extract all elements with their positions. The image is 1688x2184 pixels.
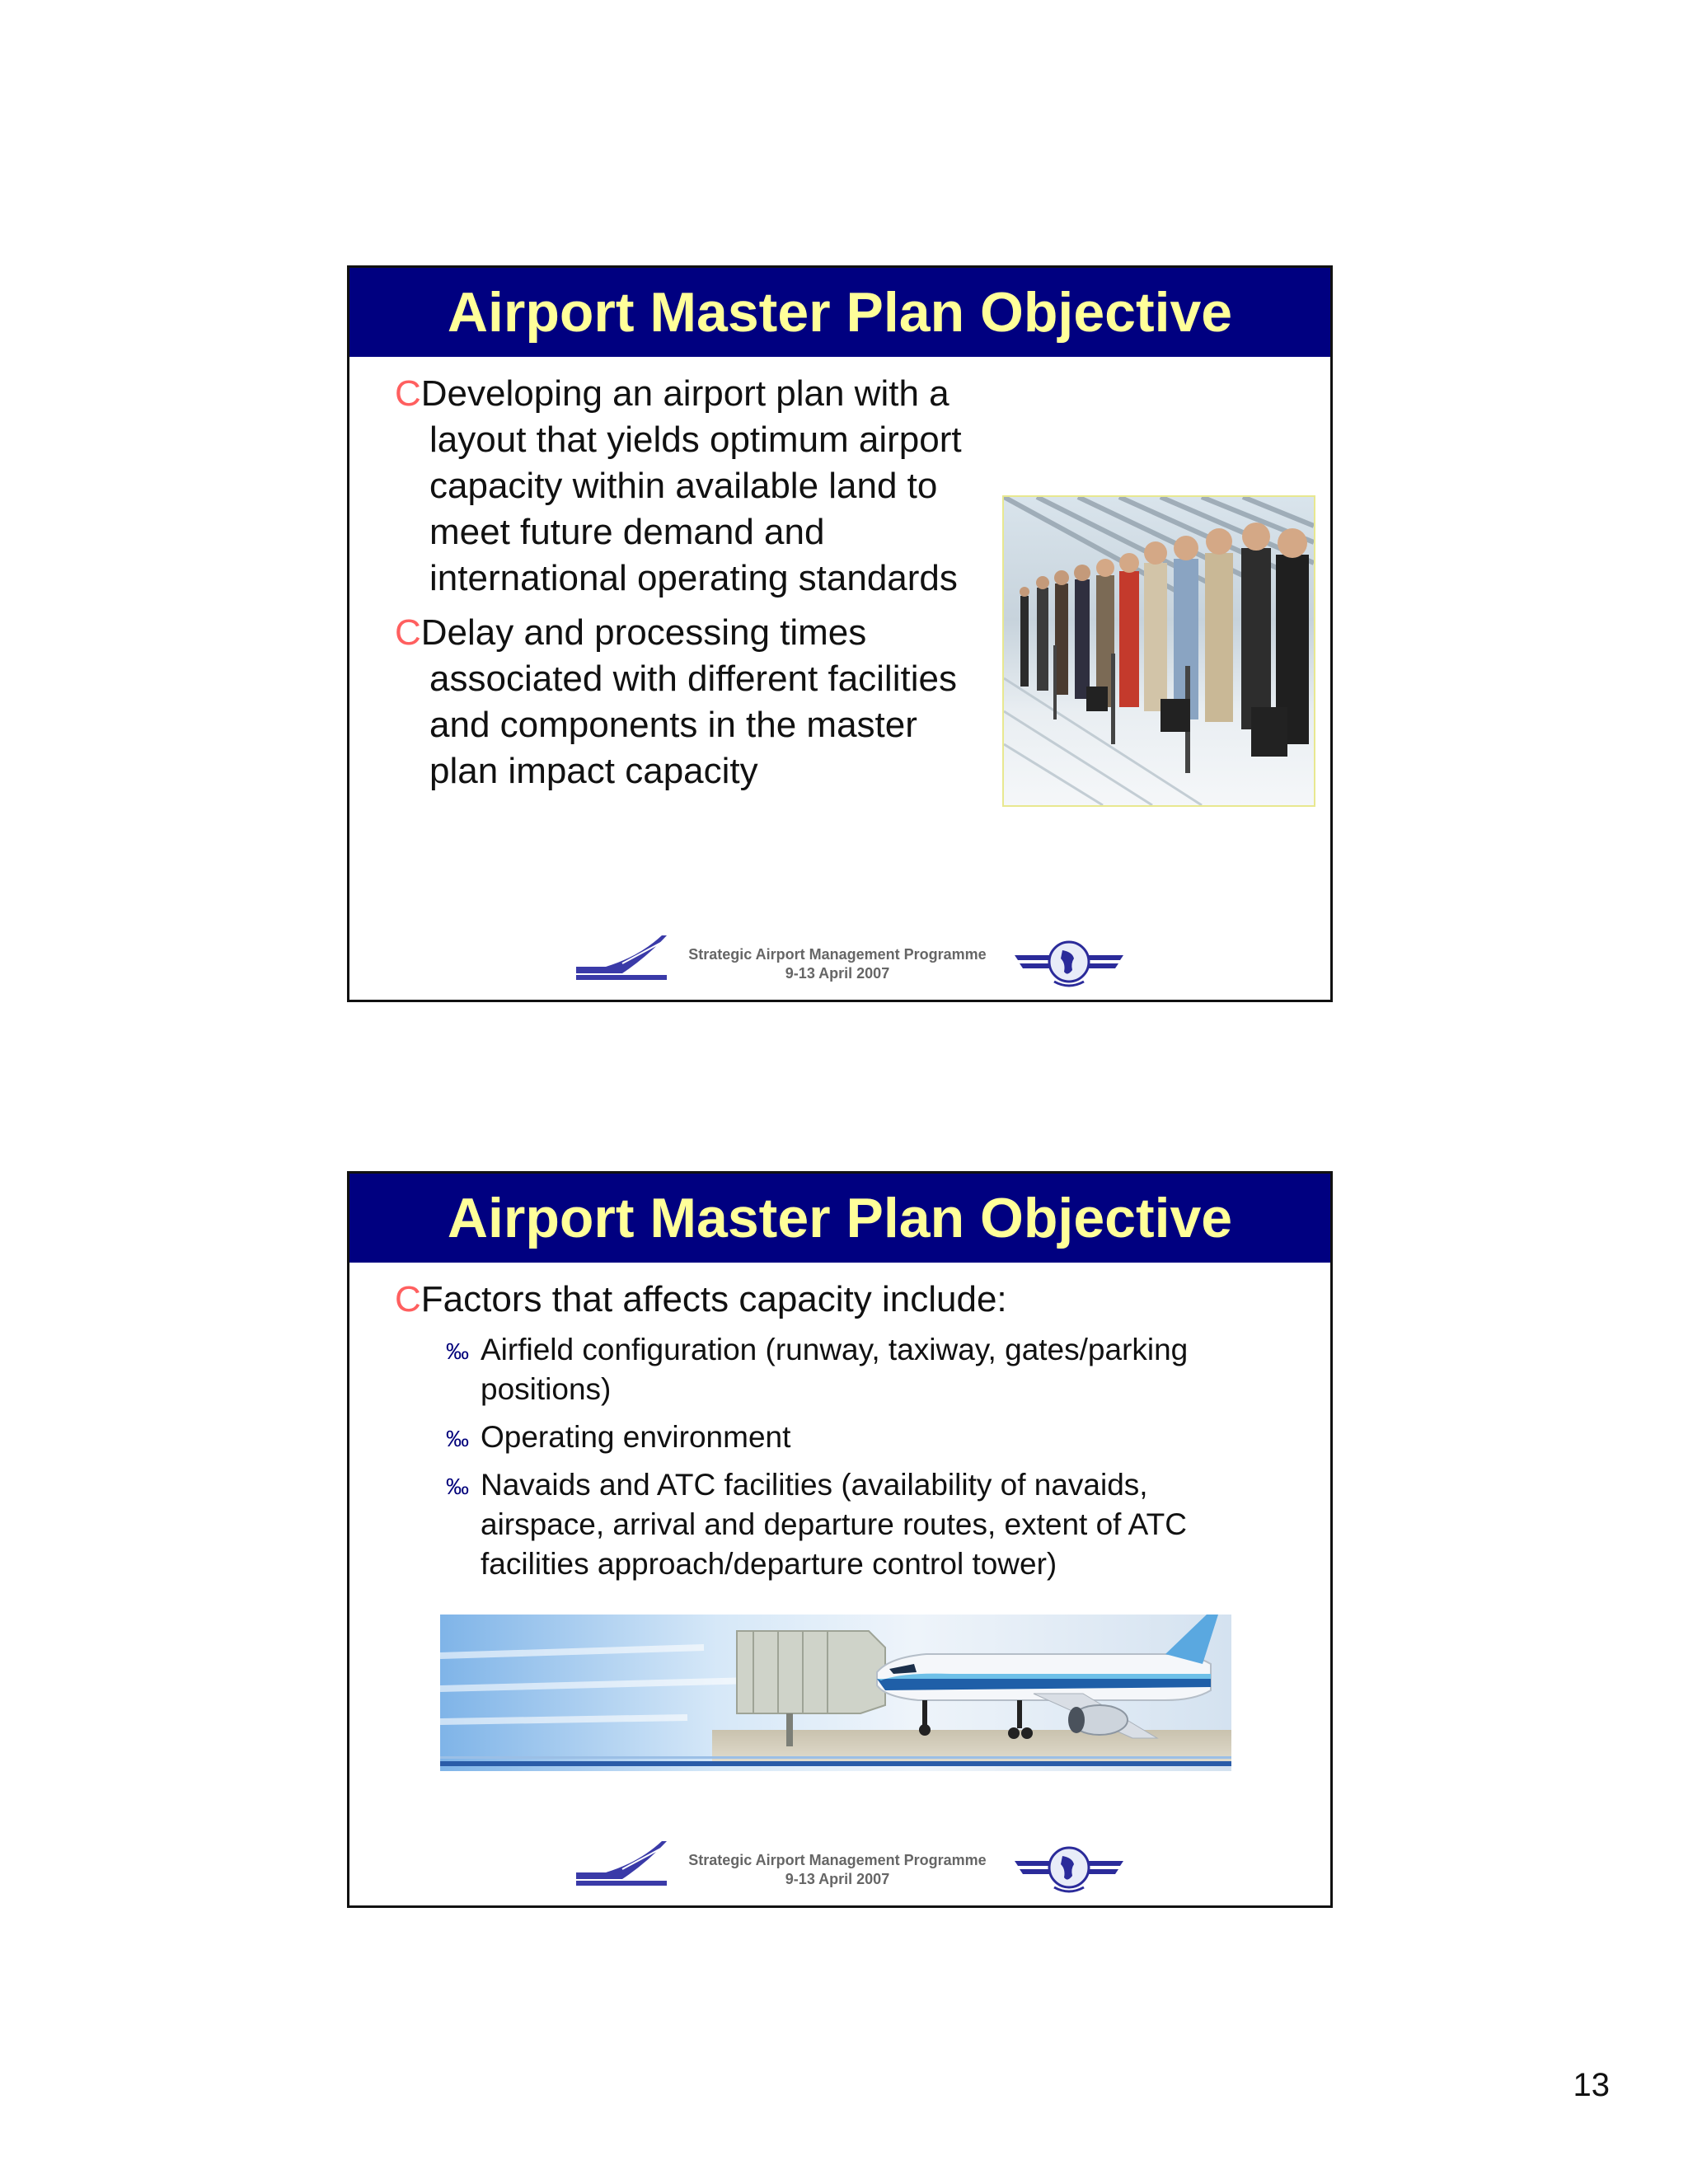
bullet-line: layout that yields optimum airport: [429, 419, 962, 460]
sub-bullet-marker: ‰: [446, 1338, 469, 1364]
bullet-marker: C: [395, 373, 421, 414]
sub-bullet-text: Operating environment: [481, 1420, 791, 1454]
sub-bullet-marker: ‰: [446, 1474, 469, 1499]
slide-1: [347, 265, 1333, 1002]
sub-bullet-list: [446, 1330, 1254, 1592]
bullet-marker: C: [395, 612, 421, 653]
bullet-line: Delay and processing times: [420, 612, 867, 653]
slide-title: Airport Master Plan Objective: [349, 1174, 1330, 1263]
footer-programme-name: Strategic Airport Management Programme: [688, 1852, 987, 1868]
page-number: 13: [1573, 2067, 1610, 2103]
icao-emblem-icon: [1015, 930, 1123, 993]
footer-programme-name: Strategic Airport Management Programme: [688, 946, 987, 963]
bullet-item: [395, 371, 972, 602]
bullet-item: [395, 610, 972, 794]
icao-emblem-icon: [1015, 1836, 1123, 1899]
sub-bullet-item: [446, 1330, 1254, 1409]
bullet-line: associated with different facilities: [429, 658, 957, 699]
main-bullet: [395, 1277, 1007, 1323]
bullet-line: Developing an airport plan with a: [420, 373, 950, 414]
programme-logo-icon: [573, 932, 672, 982]
footer-text: [673, 1851, 1002, 1889]
sub-bullet-item: [446, 1418, 1254, 1457]
sub-bullet-marker: ‰: [446, 1426, 469, 1451]
footer-text: [673, 945, 1002, 983]
slide-2: [347, 1171, 1333, 1908]
slide-footer: [349, 1823, 1330, 1905]
programme-logo-icon: [573, 1838, 672, 1887]
sub-bullet-item: [446, 1465, 1254, 1584]
bullet-line: meet future demand and: [429, 512, 825, 552]
footer-date: 9-13 April 2007: [785, 965, 890, 982]
bullet-text: Factors that affects capacity include:: [420, 1279, 1007, 1319]
footer-date: 9-13 April 2007: [785, 1871, 890, 1887]
sub-bullet-text: Navaids and ATC facilities (availability of navaids, airspace, arrival and departure routes, extent of ATC facilities approach/departure control tower): [481, 1468, 1187, 1581]
slide-footer: [349, 917, 1330, 1000]
slide-title: Airport Master Plan Objective: [349, 268, 1330, 357]
aircraft-gate-banner: [440, 1615, 1231, 1771]
sub-bullet-text: Airfield configuration (runway, taxiway, gates/parking positions): [481, 1333, 1189, 1406]
bullet-line: international operating standards: [429, 558, 958, 598]
bullet-marker: C: [395, 1279, 421, 1319]
passenger-queue-photo: [1002, 495, 1315, 807]
bullet-line: and components in the master: [429, 705, 917, 745]
bullet-list: [395, 371, 972, 803]
bullet-line: plan impact capacity: [429, 751, 758, 791]
bullet-line: capacity within available land to: [429, 466, 938, 506]
